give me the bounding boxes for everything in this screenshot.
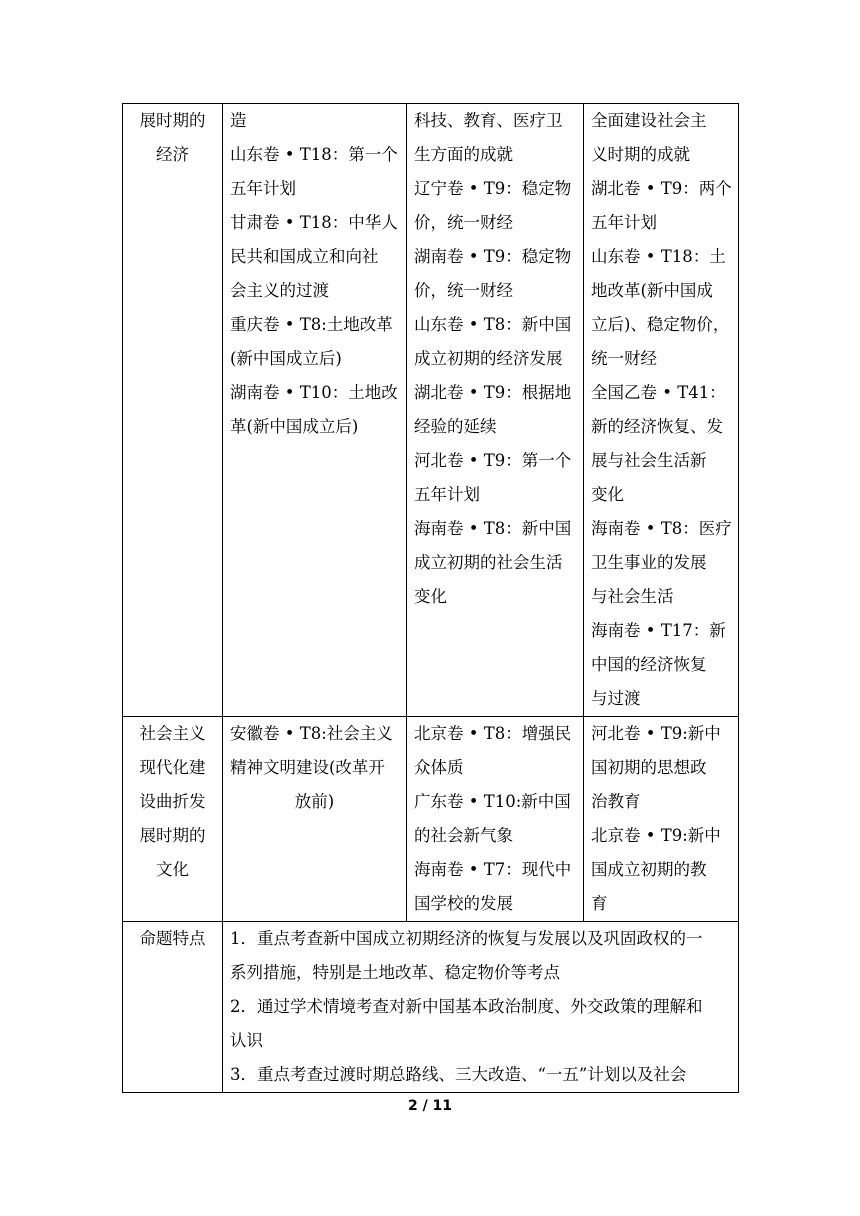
row-label-line: 文化 [156, 860, 189, 879]
exam-analysis-table [122, 103, 739, 1093]
cell-line: 放前) [294, 792, 335, 811]
cell-line: 湖北卷 • T9：两个 [591, 179, 732, 198]
cell-line: 全国乙卷 • T41： [591, 383, 726, 402]
table-row-economy [123, 104, 739, 717]
cell-line: 新的经济恢复、发 [591, 417, 723, 436]
cell-line: 统一财经 [591, 349, 657, 368]
feature-line: 2．通过学术情境考查对新中国基本政治制度、外交政策的理解和 [230, 997, 703, 1016]
cell-line: 变化 [414, 587, 447, 606]
cell-line: (新中国成立后) [230, 349, 342, 368]
cell-line: 河北卷 • T9：第一个 [414, 451, 572, 470]
cell-line: 义时期的成就 [591, 145, 690, 164]
cell-line: 的社会新气象 [414, 826, 513, 845]
cell-line: 北京卷 • T9:新中 [591, 826, 721, 845]
cell-culture-col4 [584, 717, 739, 922]
cell-line: 众体质 [414, 758, 464, 777]
cell-line: 五年计划 [591, 213, 657, 232]
cell-line: 与社会生活 [591, 587, 674, 606]
cell-line: 价，统一财经 [414, 281, 513, 300]
cell-line: 地改革(新中国成 [591, 281, 713, 300]
row-label-culture [123, 717, 223, 922]
cell-line: 经验的延续 [414, 417, 497, 436]
row-label-features [123, 922, 223, 1093]
cell-culture-col3 [407, 717, 584, 922]
row-label-line: 经济 [156, 145, 189, 164]
cell-line: 甘肃卷 • T18：中华人 [230, 213, 398, 232]
cell-line: 治教育 [591, 792, 641, 811]
cell-line: 立后)、稳定物价， [591, 315, 730, 334]
cell-line: 育 [591, 894, 608, 913]
cell-line: 山东卷 • T18：土 [591, 247, 726, 266]
cell-line: 民共和国成立和向社 [230, 247, 379, 266]
cell-line: 中国的经济恢复 [591, 655, 707, 674]
row-label-line: 展时期的 [139, 111, 206, 130]
cell-line: 广东卷 • T10:新中国 [414, 792, 571, 811]
cell-line: 五年计划 [230, 179, 296, 198]
cell-line: 北京卷 • T8：增强民 [414, 724, 572, 743]
cell-line: 国成立初期的教 [591, 860, 707, 879]
cell-line: 海南卷 • T17：新 [591, 621, 726, 640]
cell-line: 造 [230, 111, 247, 130]
cell-line: 国学校的发展 [414, 894, 513, 913]
cell-line: 湖南卷 • T10：土地改 [230, 383, 398, 402]
page-number: 2 / 11 [407, 1098, 453, 1114]
cell-line: 成立初期的社会生活 [414, 553, 563, 572]
table-row-features [123, 922, 739, 1093]
row-label-line: 命题特点 [139, 929, 206, 948]
row-label-line: 现代化建 [139, 758, 206, 777]
table-row-culture [123, 717, 739, 922]
feature-line: 系列措施，特别是土地改革、稳定物价等考点 [230, 963, 560, 982]
cell-line: 海南卷 • T8：医疗 [591, 519, 732, 538]
row-label-line: 社会主义 [139, 724, 206, 743]
cell-line: 海南卷 • T7：现代中 [414, 860, 572, 879]
feature-line: 认识 [230, 1031, 263, 1050]
cell-line: 湖北卷 • T9：根据地 [414, 383, 572, 402]
row-label-line: 展时期的 [139, 826, 206, 845]
cell-line: 全面建设社会主 [591, 111, 707, 130]
cell-line: 卫生事业的发展 [591, 553, 707, 572]
cell-line: 会主义的过渡 [230, 281, 329, 300]
cell-line: 重庆卷 • T8:土地改革 [230, 315, 393, 334]
cell-culture-col2 [223, 717, 407, 922]
cell-line: 变化 [591, 485, 624, 504]
cell-line: 海南卷 • T8：新中国 [414, 519, 572, 538]
cell-line: 与过渡 [591, 689, 641, 708]
row-label-economy [123, 104, 223, 717]
cell-economy-col4 [584, 104, 739, 717]
cell-line: 山东卷 • T18：第一个 [230, 145, 398, 164]
feature-line: 3．重点考查过渡时期总路线、三大改造、“一五”计划以及社会 [230, 1065, 687, 1084]
cell-line: 精神文明建设(改革开 [230, 758, 385, 777]
cell-line: 安徽卷 • T8:社会主义 [230, 724, 393, 743]
cell-economy-col2 [223, 104, 407, 717]
cell-line: 国初期的思想政 [591, 758, 707, 777]
cell-line: 展与社会生活新 [591, 451, 707, 470]
cell-line: 五年计划 [414, 485, 480, 504]
cell-line: 河北卷 • T9:新中 [591, 724, 721, 743]
cell-line: 山东卷 • T8：新中国 [414, 315, 572, 334]
cell-economy-col3 [407, 104, 584, 717]
feature-line: 1．重点考查新中国成立初期经济的恢复与发展以及巩固政权的一 [230, 929, 703, 948]
cell-line: 科技、教育、医疗卫 [414, 111, 563, 130]
row-label-line: 设曲折发 [139, 792, 206, 811]
cell-features-text [223, 922, 739, 1093]
cell-line: 革(新中国成立后) [230, 417, 359, 436]
cell-line: 辽宁卷 • T9：稳定物 [414, 179, 572, 198]
cell-line: 价，统一财经 [414, 213, 513, 232]
cell-line: 成立初期的经济发展 [414, 349, 563, 368]
cell-line: 湖南卷 • T9：稳定物 [414, 247, 572, 266]
cell-line: 生方面的成就 [414, 145, 513, 164]
